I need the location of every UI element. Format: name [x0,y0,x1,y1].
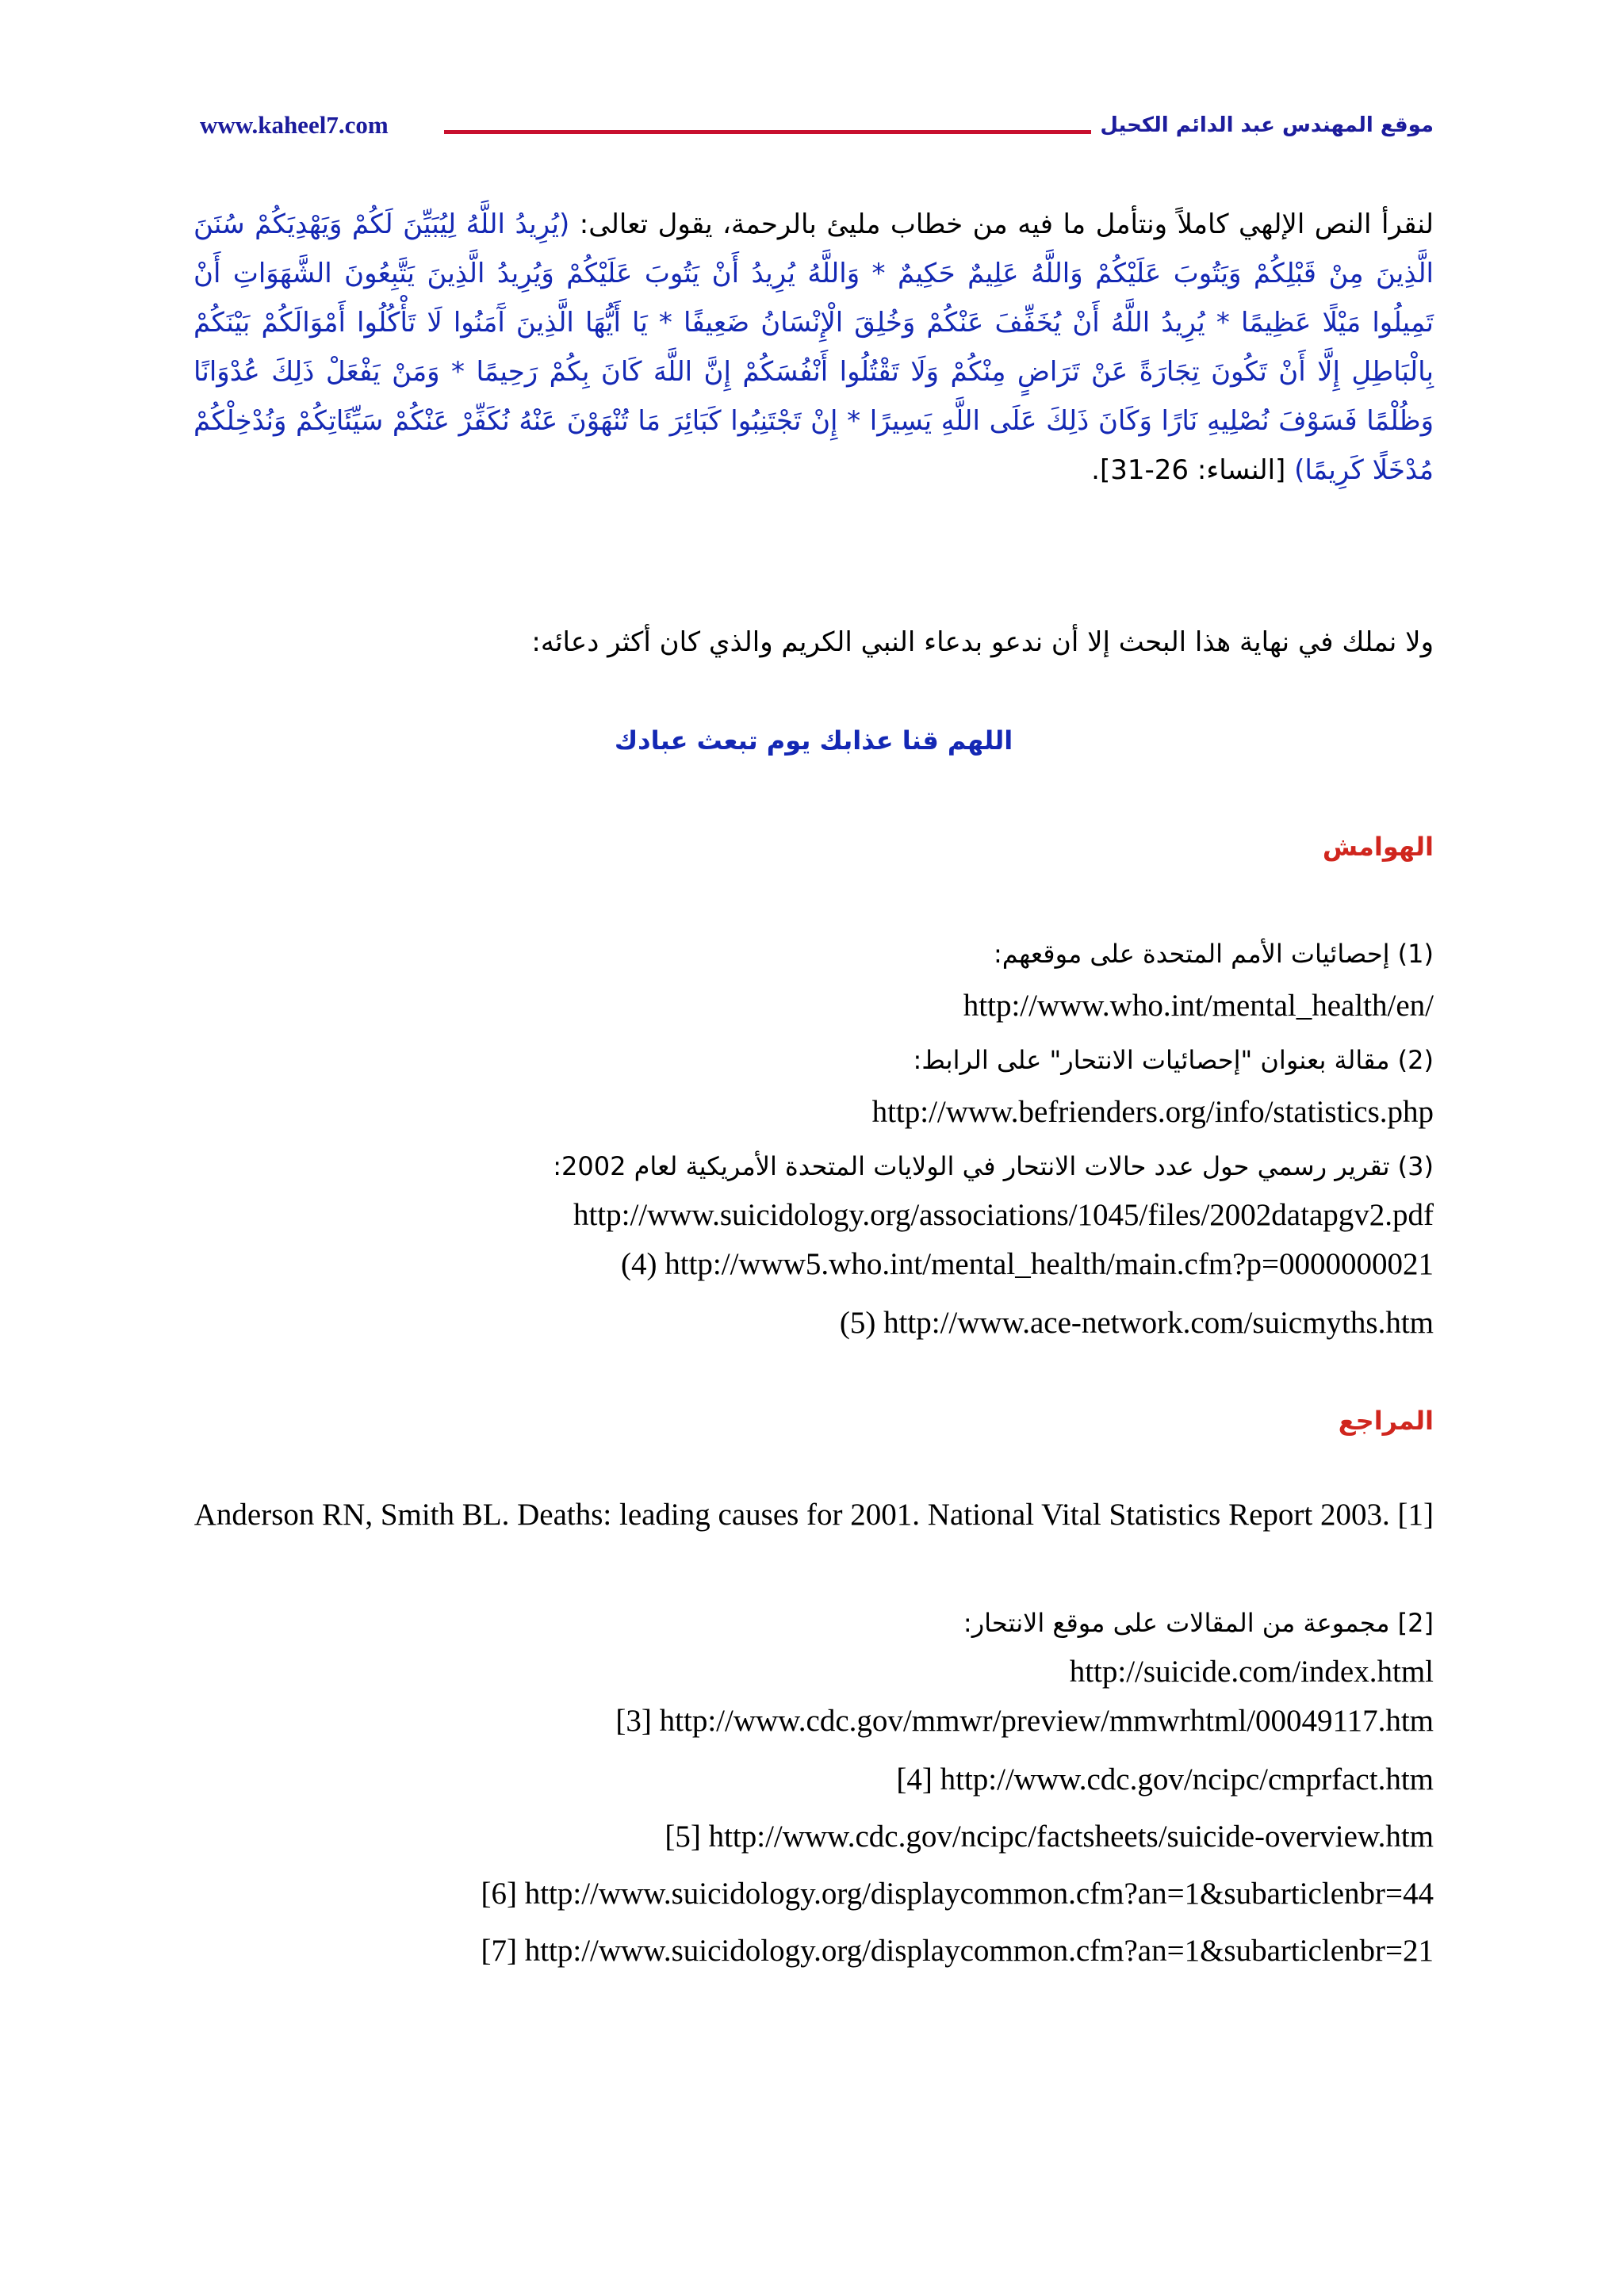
reference-6-number: [6] [481,1877,517,1911]
closing-paragraph: ولا نملك في نهاية هذا البحث إلا أن ندعو بدعاء النبي الكريم والذي كان أكثر دعائه: [531,626,1434,658]
header-divider [444,130,1091,134]
site-author: موقع المهندس عبد الدائم الكحيل [1100,113,1434,137]
footnote-5-url[interactable]: http://www.ace-network.com/suicmyths.htm [883,1306,1434,1340]
quran-verse: (يُرِيدُ اللَّهُ لِيُبَيِّنَ لَكُمْ وَيَهْدِيَكُمْ سُنَنَ الَّذِينَ مِنْ قَبْلِكُمْ وَيَتُوبَ عَلَيْكُمْ وَاللَّهُ عَلِيمٌ حَكِيمٌ * وَاللَّهُ يُرِيدُ أَنْ يَتُوبَ عَلَيْكُمْ وَيُرِيدُ الَّذِينَ يَتَّبِعُونَ الشَّهَوَاتِ أَنْ تَمِيلُوا مَيْلًا عَظِيمًا * يُرِيدُ اللَّهُ أَنْ يُخَفِّفَ عَنْكُمْ وَخُلِقَ الْإِنْسَانُ ضَعِيفًا * يَا أَيُّهَا الَّذِينَ آَمَنُوا لَا تَأْكُلُوا أَمْوَالَكُمْ بَيْنَكُمْ بِالْبَاطِلِ إِلَّا أَنْ تَكُونَ تِجَارَةً عَنْ تَرَاضٍ مِنْكُمْ وَلَا تَقْتُلُوا أَنْفُسَكُمْ إِنَّ اللَّهَ كَانَ بِكُمْ رَحِيمًا * وَمَنْ يَفْعَلْ ذَلِكَ عُدْوَانًا وَظُلْمًا فَسَوْفَ نُصْلِيهِ نَارًا وَكَانَ ذَلِكَ عَلَى اللَّهِ يَسِيرًا * إِنْ تَجْتَنِبُوا كَبَائِرَ مَا تُنْهَوْنَ عَنْهُ نُكَفِّرْ عَنْكُمْ سَيِّئَاتِكُمْ وَنُدْخِلْكُمْ مُدْخَلًا كَرِيمًا) [193,209,1434,486]
footnote-3-link[interactable] [193,1192,1434,1238]
reference-7-number: [7] [481,1934,517,1968]
intro-text: لنقرأ النص الإلهي كاملاً ونتأمل ما فيه من خطاب مليئ بالرحمة، يقول تعالى: [569,209,1434,240]
footnote-1-link[interactable] [193,983,1434,1029]
reference-6[interactable] [193,1871,1434,1917]
footnote-1-url[interactable]: http://www.who.int/mental_health/en/ [963,989,1434,1023]
page-header [197,101,1434,149]
reference-7[interactable] [193,1928,1434,1974]
reference-5[interactable] [193,1814,1434,1860]
footnote-4[interactable] [193,1242,1434,1288]
reference-1-number: [1] [1397,1498,1434,1532]
footnote-2-label: (2) مقالة بعنوان "إحصائيات الانتحار" على الرابط: [913,1045,1434,1075]
footnote-3-label: (3) تقرير رسمي حول عدد حالات الانتحار في الولايات المتحدة الأمريكية لعام 2002: [553,1151,1434,1181]
reference-5-number: [5] [665,1820,701,1854]
footnote-2-url[interactable]: http://www.befrienders.org/info/statistics.php [871,1095,1434,1129]
reference-1 [193,1490,1434,1540]
reference-2-url[interactable]: http://suicide.com/index.html [1069,1655,1434,1689]
site-url[interactable]: www.kaheel7.com [200,111,389,139]
verse-paragraph [193,200,1434,495]
verse-reference: [النساء: 26-31]. [1091,454,1295,486]
reference-1-text: Anderson RN, Smith BL. Deaths: leading causes for 2001. National Vital Statistics Report 2003. [193,1498,1390,1532]
reference-4[interactable] [193,1757,1434,1803]
reference-7-url[interactable]: http://www.suicidology.org/displaycommon.cfm?an=1&subarticlenbr=21 [524,1934,1434,1968]
reference-4-url[interactable]: http://www.cdc.gov/ncipc/cmprfact.htm [940,1762,1434,1797]
footnote-5[interactable] [193,1300,1434,1346]
footnote-3-url[interactable]: http://www.suicidology.org/associations/1045/files/2002datapgv2.pdf [573,1198,1434,1232]
reference-2-link[interactable] [193,1649,1434,1695]
reference-3-url[interactable]: http://www.cdc.gov/mmwr/preview/mmwrhtml/00049117.htm [659,1704,1434,1738]
dua-text: اللهم قنا عذابك يوم تبعث عبادك [614,725,1013,756]
footnotes-heading: الهوامش [1322,832,1434,862]
footnote-2-link[interactable] [193,1089,1434,1135]
footnote-4-url[interactable]: http://www5.who.int/mental_health/main.cfm?p=0000000021 [665,1247,1434,1281]
footnote-1-label: (1) إحصائيات الأمم المتحدة على موقعهم: [994,939,1434,969]
reference-3[interactable] [193,1698,1434,1744]
reference-6-url[interactable]: http://www.suicidology.org/displaycommon.cfm?an=1&subarticlenbr=44 [524,1877,1434,1911]
reference-3-number: [3] [615,1704,652,1738]
reference-4-number: [4] [896,1762,933,1797]
reference-2-label: [2] مجموعة من المقالات على موقع الانتحار: [963,1608,1434,1638]
references-heading: المراجع [1338,1406,1434,1436]
footnote-5-number: (5) [839,1306,876,1340]
footnote-4-number: (4) [620,1247,657,1281]
reference-5-url[interactable]: http://www.cdc.gov/ncipc/factsheets/suicide-overview.htm [708,1820,1434,1854]
